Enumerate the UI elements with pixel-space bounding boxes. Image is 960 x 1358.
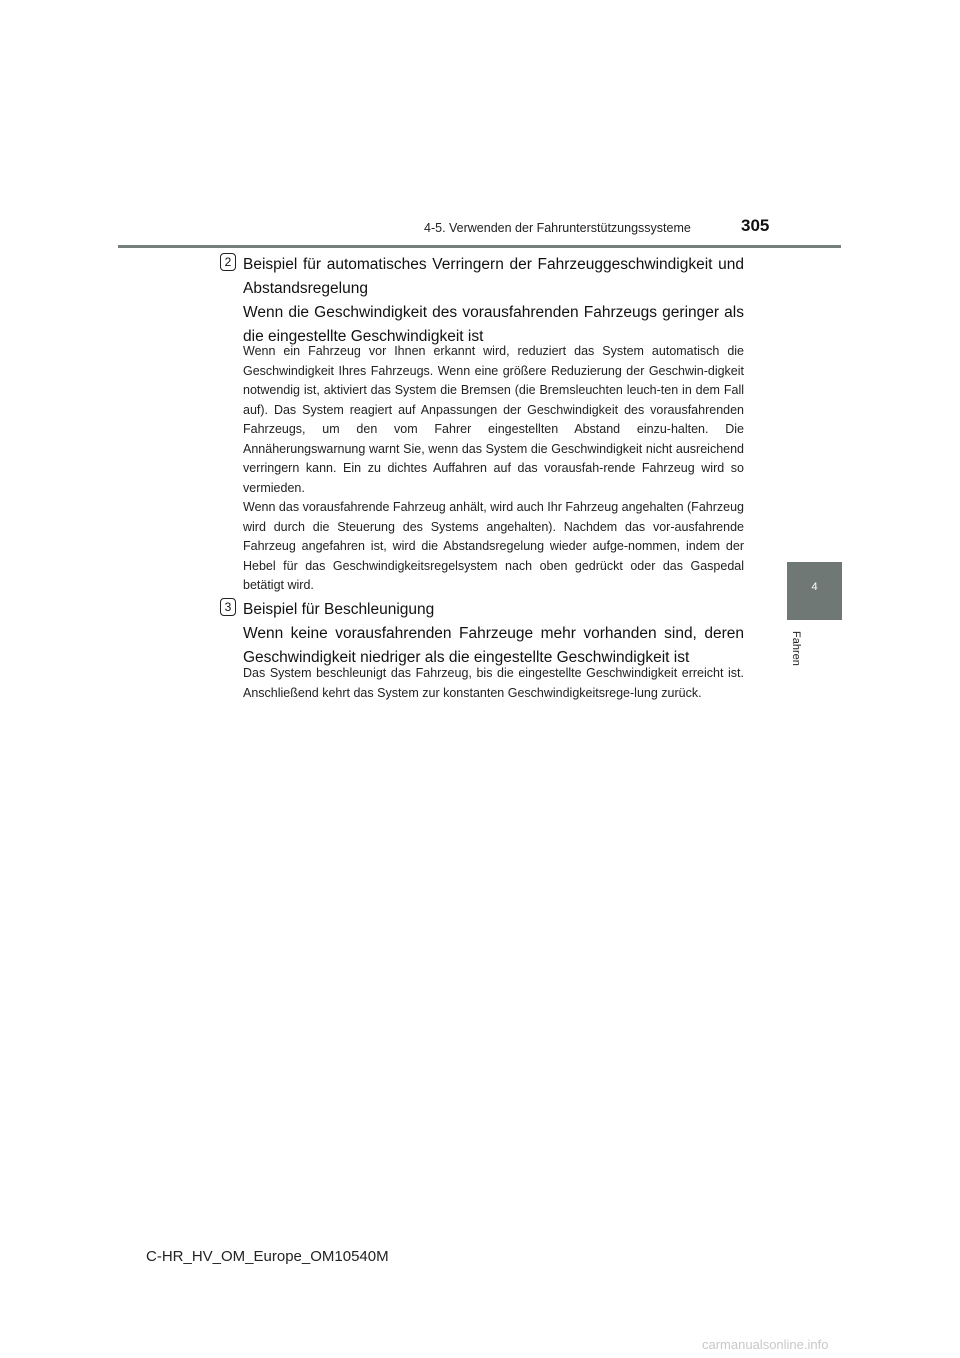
step-2-heading [243,253,744,349]
page-number: 305 [741,216,770,235]
chapter-number: 4 [811,581,818,593]
step-3-heading [243,598,744,670]
section-title: 4-5. Verwenden der Fahrunterstützungssysteme [424,221,691,235]
watermark[interactable]: carmanualsonline.info [702,1337,829,1352]
chapter-tab [787,562,842,620]
step-3-paragraph-1: Das System beschleunigt das Fahrzeug, bis die eingestellte Geschwindigkeit erreicht ist. Anschließend kehrt das System zur konstanten Geschwindigkeitsrege-lung zurück. [243,666,744,700]
step-2-heading-line-2: Wenn die Geschwindigkeit des vorausfahrenden Fahrzeugs geringer als die eingestellte Geschwindigkeit ist [243,304,744,345]
step-2-heading-line-1: Beispiel für automatisches Verringern der Fahrzeuggeschwindigkeit und Abstandsregelung [243,256,744,297]
step-3-heading-line-2: Wenn keine vorausfahrenden Fahrzeuge mehr vorhanden sind, deren Geschwindigkeit niedriger als die eingestellte Geschwindigkeit ist [243,625,744,666]
header-divider [118,245,841,248]
step-2-body [243,342,744,596]
step-2-paragraph-1: Wenn ein Fahrzeug vor Ihnen erkannt wird, reduziert das System automatisch die Geschwindigkeit Ihres Fahrzeugs. Wenn eine größere Reduzierung der Geschwin-digkeit notwendig ist, aktiviert das System die Bremsen (die Bremsleuchten leuch-ten in dem Fall auf). Das System reagiert auf Anpassungen der Geschwindigkeit des vorausfahrenden Fahrzeugs, um den vom Fahrer eingestellten Abstand einzu-halten. Die Annäherungswarnung warnt Sie, wenn das System die Geschwindigkeit nicht ausreichend verringern kann. Ein zu dichtes Auffahren auf das vorausfah-rende Fahrzeug wird so vermieden. [243,344,744,495]
chapter-label: Fahren [790,630,802,666]
step-2-paragraph-2: Wenn das vorausfahrende Fahrzeug anhält, wird auch Ihr Fahrzeug angehalten (Fahrzeug wird durch die Steuerung des Systems angehalten). Nachdem das vor-ausfahrende Fahrzeug angefahren ist, wird die Abstandsregelung wieder aufge-nommen, indem der Hebel für das Geschwindigkeitsregelsystem nach oben gedrückt oder das Gaspedal betätigt wird. [243,500,744,592]
step-3-heading-line-1: Beispiel für Beschleunigung [243,601,435,618]
step-3-body [243,664,744,703]
step-badge-2: 2 [220,253,236,271]
document-code: C-HR_HV_OM_Europe_OM10540M [146,1248,389,1265]
step-badge-3: 3 [220,598,236,616]
